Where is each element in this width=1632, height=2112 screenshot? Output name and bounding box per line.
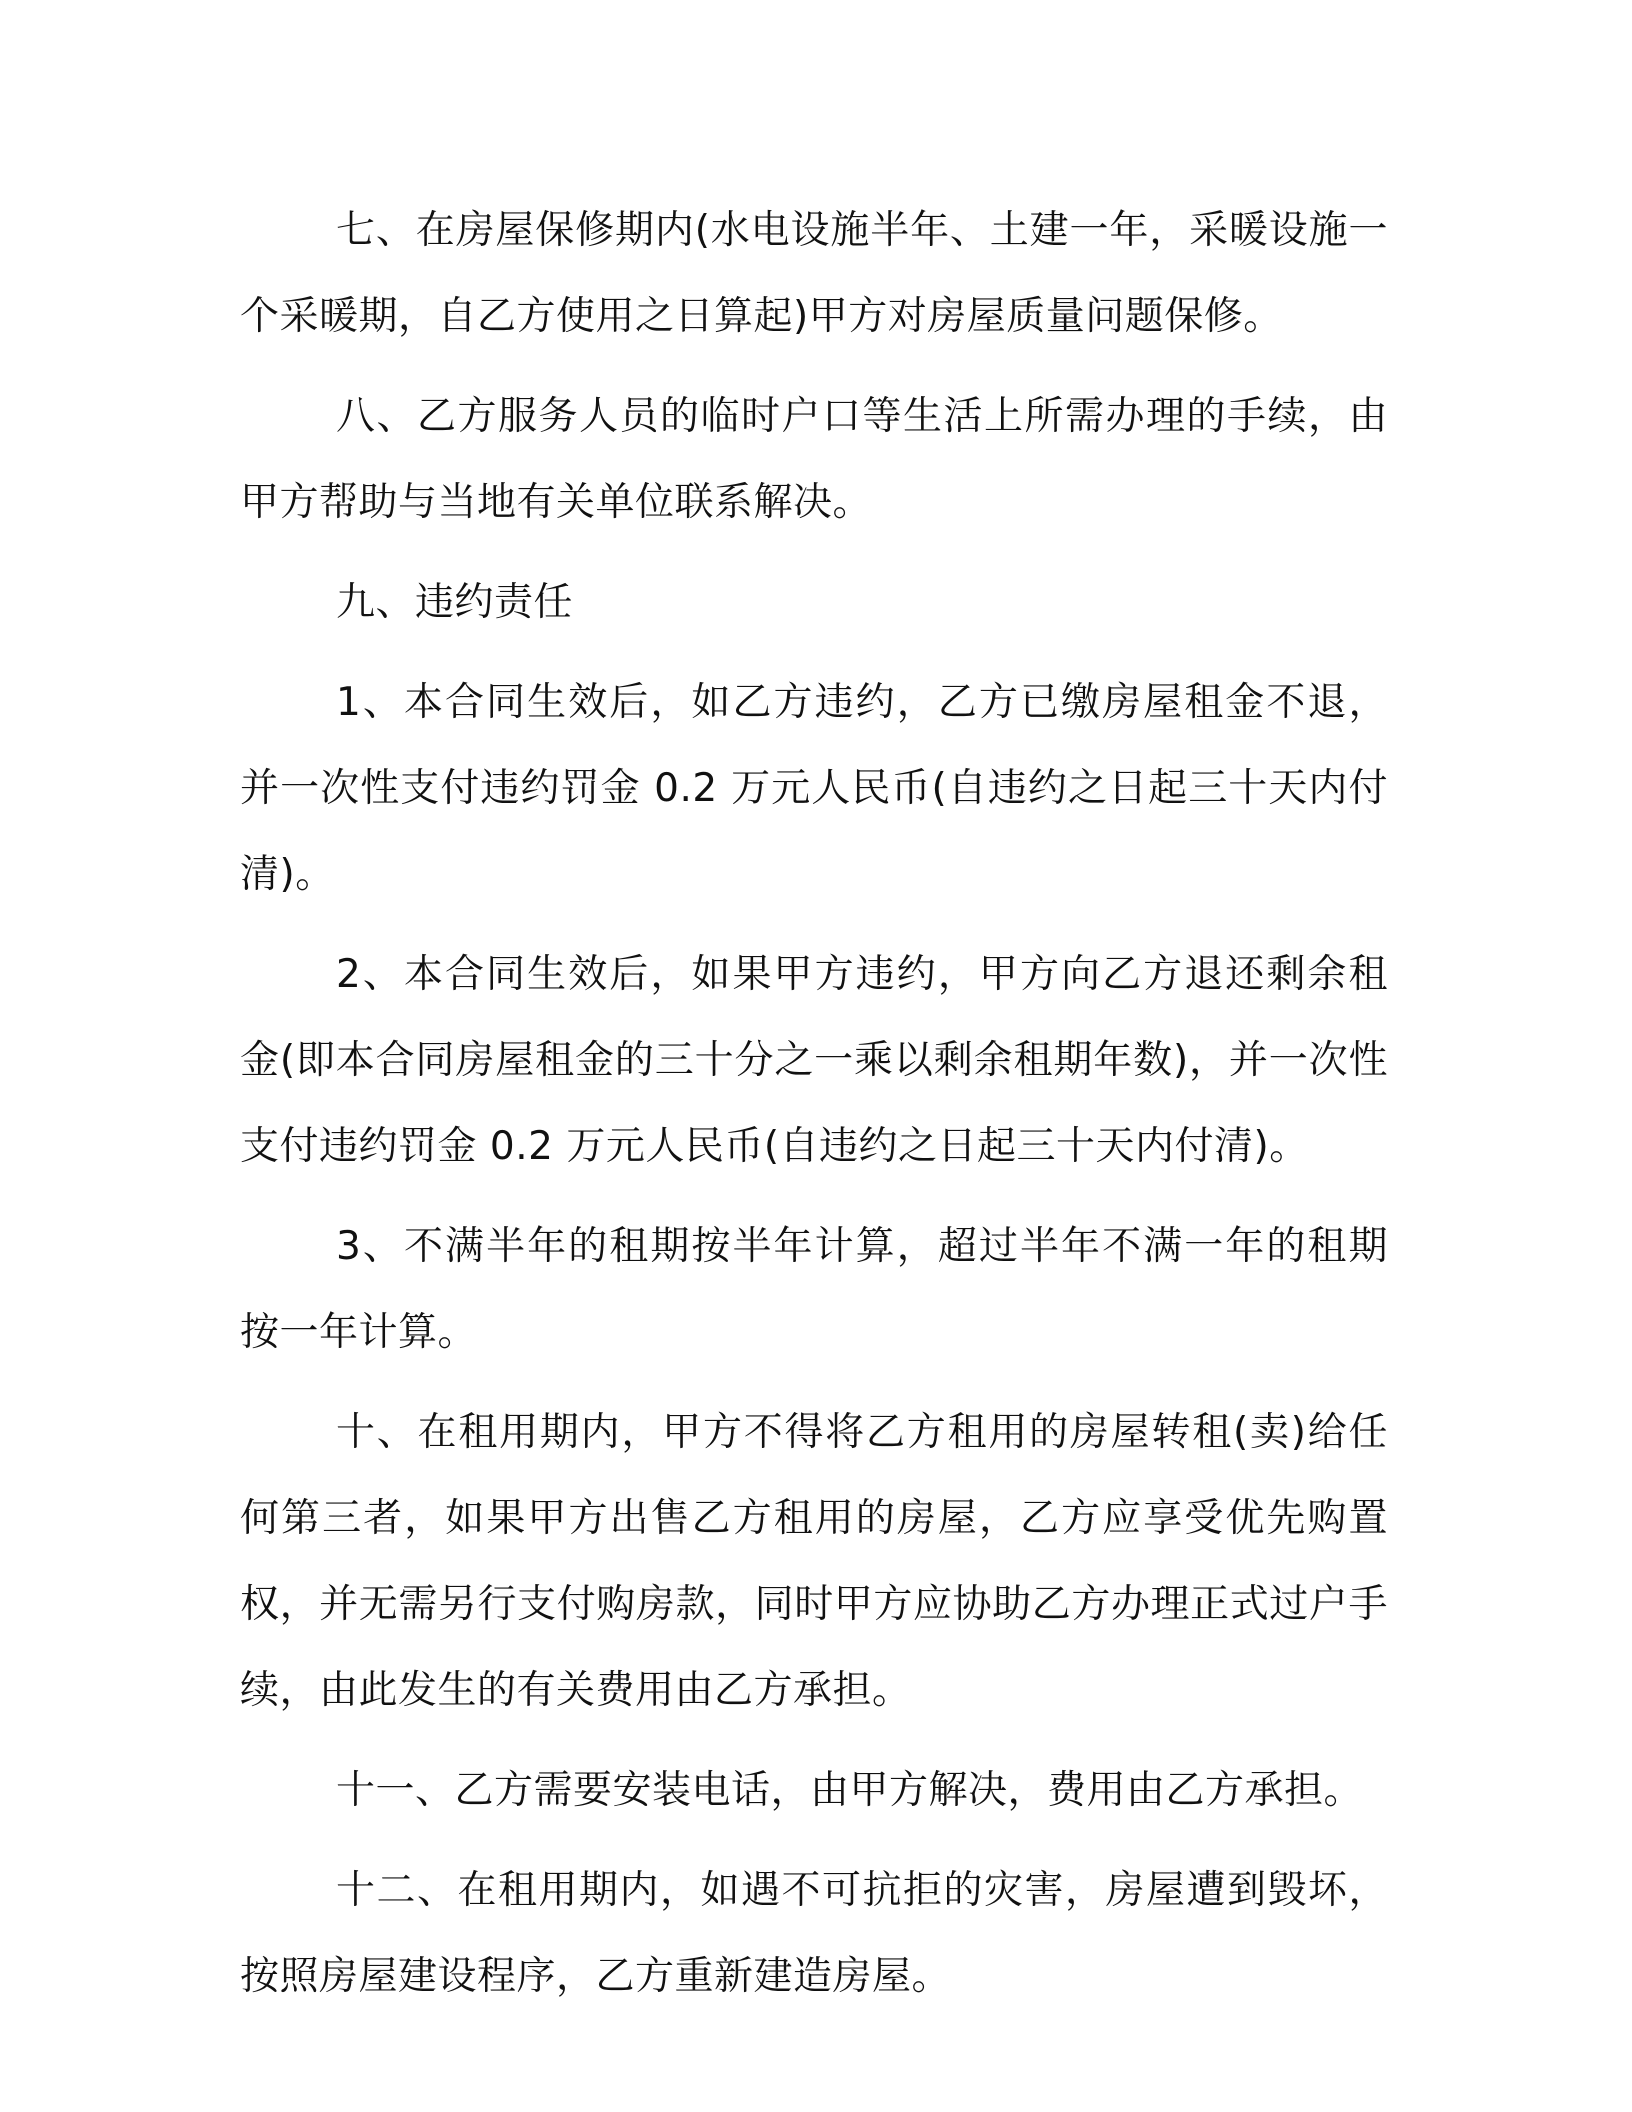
clause-7-paragraph: 七、在房屋保修期内(水电设施半年、土建一年，采暖设施一个采暖期，自乙方使用之日算起)甲方对房屋质量问题保修。 [240, 208, 1388, 339]
breach-item-2-paragraph: 2、本合同生效后，如果甲方违约，甲方向乙方退还剩余租金(即本合同房屋租金的三十分之一乘以剩余租期年数)，并一次性支付违约罚金 0.2 万元人民币(自违约之日起三十天内付清)。 [240, 952, 1388, 1169]
breach-item-3-paragraph: 3、不满半年的租期按半年计算，超过半年不满一年的租期按一年计算。 [240, 1224, 1388, 1355]
clause-10-paragraph: 十、在租用期内，甲方不得将乙方租用的房屋转租(卖)给任何第三者，如果甲方出售乙方租用的房屋，乙方应享受优先购置权，并无需另行支付购房款，同时甲方应协助乙方办理正式过户手续，由此发生的有关费用由乙方承担。 [240, 1410, 1388, 1713]
breach-item-1-paragraph: 1、本合同生效后，如乙方违约，乙方已缴房屋租金不退，并一次性支付违约罚金 0.2 万元人民币(自违约之日起三十天内付清)。 [240, 680, 1388, 897]
clause-12-paragraph: 十二、在租用期内，如遇不可抗拒的灾害，房屋遭到毁坏，按照房屋建设程序，乙方重新建造房屋。 [240, 1868, 1388, 1999]
clause-9-heading: 九、违约责任 [336, 580, 574, 625]
document-body [240, 188, 1388, 2034]
clause-8-paragraph: 八、乙方服务人员的临时户口等生活上所需办理的手续，由甲方帮助与当地有关单位联系解决。 [240, 394, 1388, 525]
clause-11-paragraph: 十一、乙方需要安装电话，由甲方解决，费用由乙方承担。 [336, 1768, 1364, 1813]
